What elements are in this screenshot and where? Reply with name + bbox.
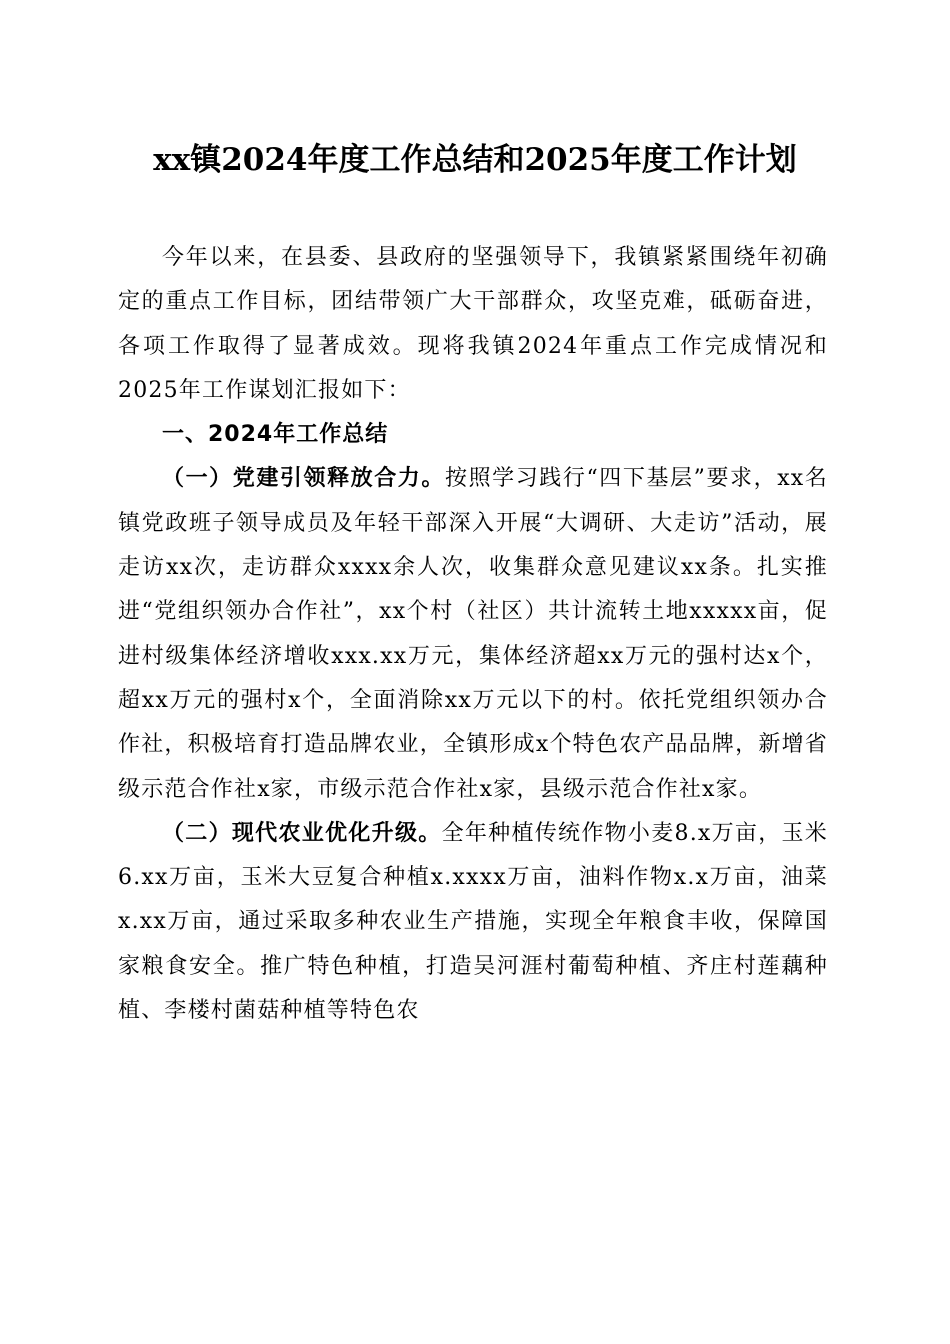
sub-heading-agriculture: （二）现代农业优化升级。 — [162, 820, 442, 846]
paragraph-text-party-building: 按照学习践行“四下基层”要求，xx名镇党政班子领导成员及年轻干部深入开展“大调研、大走访”活动，展走访xx次，走访群众xxxx余人次，收集群众意见建议xx条。扎实推进“党组织领办合作社”，xx个村（社区）共计流转土地xxxxx亩，促进村级集体经济增收xxx.xx万元，集体经济超xx万元的强村达x个，超xx万元的强村x个，全面消除xx万元以下的村。依托党组织领办合作社，积极培育打造品牌农业，全镇形成x个特色农产品品牌，新增省级示范合作社x家，市级示范合作社x家，县级示范合作社x家。 — [118, 466, 828, 802]
paragraph-text-agriculture: 全年种植传统作物小麦8.x万亩，玉米6.xx万亩，玉米大豆复合种植x.xxxx万亩，油料作物x.x万亩，油菜x.xx万亩，通过采取多种农业生产措施，实现全年粮食丰收，保障国家粮食安全。推广特色种植，打造吴河涯村葡萄种植、齐庄村莲藕种植、李楼村菌菇种植等特色农 — [118, 820, 829, 1024]
section-heading: 一、2024年工作总结 — [162, 422, 389, 448]
document-body — [118, 236, 828, 1033]
sub-heading-party-building: （一）党建引领释放合力。 — [162, 466, 445, 492]
document-title: xx镇2024年度工作总结和2025年度工作计划 — [153, 142, 797, 178]
intro-paragraph: 今年以来，在县委、县政府的坚强领导下，我镇紧紧围绕年初确定的重点工作目标，团结带领广大干部群众，攻坚克难，砥砺奋进，各项工作取得了显著成效。现将我镇2024年重点工作完成情况和2025年工作谋划汇报如下： — [118, 245, 828, 403]
section-paragraph-agriculture — [118, 812, 828, 1033]
section-paragraph-party-building — [118, 457, 828, 811]
